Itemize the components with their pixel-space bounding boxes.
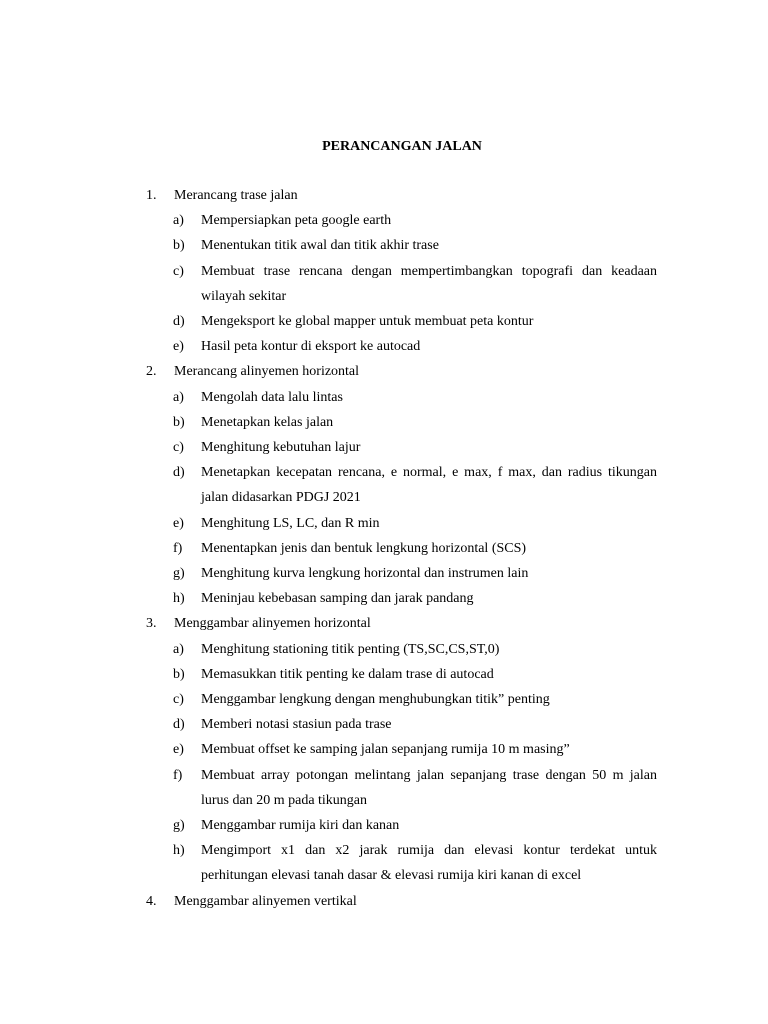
list-item <box>146 737 657 762</box>
list-item <box>146 460 657 510</box>
list-item-letter: c) <box>173 440 184 456</box>
section-heading: Merancang alinyemen horizontal <box>174 364 360 380</box>
list-item-letter: b) <box>173 238 185 254</box>
section-heading: Menggambar alinyemen horizontal <box>174 616 371 632</box>
section-number: 2. <box>146 364 157 380</box>
list-item-letter: d) <box>173 717 185 733</box>
list-item-letter: f) <box>173 540 183 556</box>
list-item-text: Menentukan titik awal dan titik akhir trase <box>201 238 439 254</box>
section-heading: Merancang trase jalan <box>174 188 298 203</box>
list-item-letter: h) <box>173 843 185 859</box>
list-item-text: Mengolah data lalu lintas <box>201 389 343 405</box>
section-number: 4. <box>146 893 157 909</box>
list-item-text: Membuat offset ke samping jalan sepanjang rumija 10 m masing” <box>201 742 570 758</box>
list-item <box>146 334 657 359</box>
list-item-text: Mengimport x1 dan x2 jarak rumija dan elevasi kontur terdekat untuk perhitungan elevasi tanah dasar & elevasi rumija kiri kanan di excel <box>201 843 657 884</box>
section-number: 3. <box>146 616 157 632</box>
list-item <box>146 586 657 611</box>
list-item-letter: h) <box>173 591 185 607</box>
list-item-letter: a) <box>173 389 184 405</box>
list-item <box>146 561 657 586</box>
list-item-text: Menghitung LS, LC, dan R min <box>201 515 380 531</box>
list-item <box>146 536 657 561</box>
list-item <box>146 309 657 334</box>
list-item <box>146 410 657 435</box>
list-item-text: Hasil peta kontur di eksport ke autocad <box>201 339 421 355</box>
list-item-text: Membuat trase rencana dengan mempertimbangkan topografi dan keadaan wilayah sekitar <box>201 263 657 304</box>
list-item-text: Menetapkan kecepatan rencana, e normal, e max, f max, dan radius tikungan jalan didasarkan PDGJ 2021 <box>201 465 657 506</box>
list-item-text: Menghitung kebutuhan lajur <box>201 440 361 456</box>
list-item-letter: a) <box>173 213 184 229</box>
list-item-letter: e) <box>173 742 184 758</box>
list-item <box>146 763 657 813</box>
list-item-letter: e) <box>173 515 184 531</box>
list-item <box>146 435 657 460</box>
list-item-letter: c) <box>173 692 184 708</box>
section-2 <box>146 359 657 384</box>
list-item-text: Membuat array potongan melintang jalan sepanjang trase dengan 50 m jalan lurus dan 20 m pada tikungan <box>201 767 657 808</box>
list-item-text: Mengeksport ke global mapper untuk membuat peta kontur <box>201 314 534 330</box>
list-item <box>146 687 657 712</box>
list-item-letter: f) <box>173 767 183 783</box>
list-item <box>146 511 657 536</box>
section-heading: Menggambar alinyemen vertikal <box>174 893 357 909</box>
list-item-letter: b) <box>173 414 185 430</box>
list-item-letter: e) <box>173 339 184 355</box>
list-item-text: Menetapkan kelas jalan <box>201 414 334 430</box>
list-item-letter: d) <box>173 465 185 481</box>
list-item-letter: g) <box>173 818 185 834</box>
list-item <box>146 813 657 838</box>
section-3 <box>146 611 657 636</box>
list-item <box>146 712 657 737</box>
document-body <box>146 183 657 914</box>
section-1 <box>146 183 657 208</box>
list-item-text: Menghitung kurva lengkung horizontal dan instrumen lain <box>201 566 529 582</box>
list-item-text: Meninjau kebebasan samping dan jarak pandang <box>201 591 474 607</box>
section-number: 1. <box>146 188 157 203</box>
list-item-letter: c) <box>173 263 184 279</box>
list-item-letter: d) <box>173 314 185 330</box>
list-item-text: Menggambar lengkung dengan menghubungkan titik” penting <box>201 692 550 708</box>
list-item-text: Menentapkan jenis dan bentuk lengkung horizontal (SCS) <box>201 540 527 556</box>
section-4 <box>146 889 657 914</box>
document-title: PERANCANGAN JALAN <box>322 139 482 154</box>
list-item <box>146 385 657 410</box>
list-item <box>146 838 657 888</box>
list-item-text: Menghitung stationing titik penting (TS,SC,CS,ST,0) <box>201 641 500 657</box>
list-item-text: Mempersiapkan peta google earth <box>201 213 392 229</box>
list-item <box>146 233 657 258</box>
list-item-letter: g) <box>173 566 185 582</box>
list-item-letter: b) <box>173 666 185 682</box>
list-item-text: Memberi notasi stasiun pada trase <box>201 717 392 733</box>
list-item-letter: a) <box>173 641 184 657</box>
list-item <box>146 259 657 309</box>
list-item <box>146 662 657 687</box>
list-item-text: Memasukkan titik penting ke dalam trase di autocad <box>201 666 494 682</box>
list-item <box>146 208 657 233</box>
list-item <box>146 637 657 662</box>
list-item-text: Menggambar rumija kiri dan kanan <box>201 818 400 834</box>
